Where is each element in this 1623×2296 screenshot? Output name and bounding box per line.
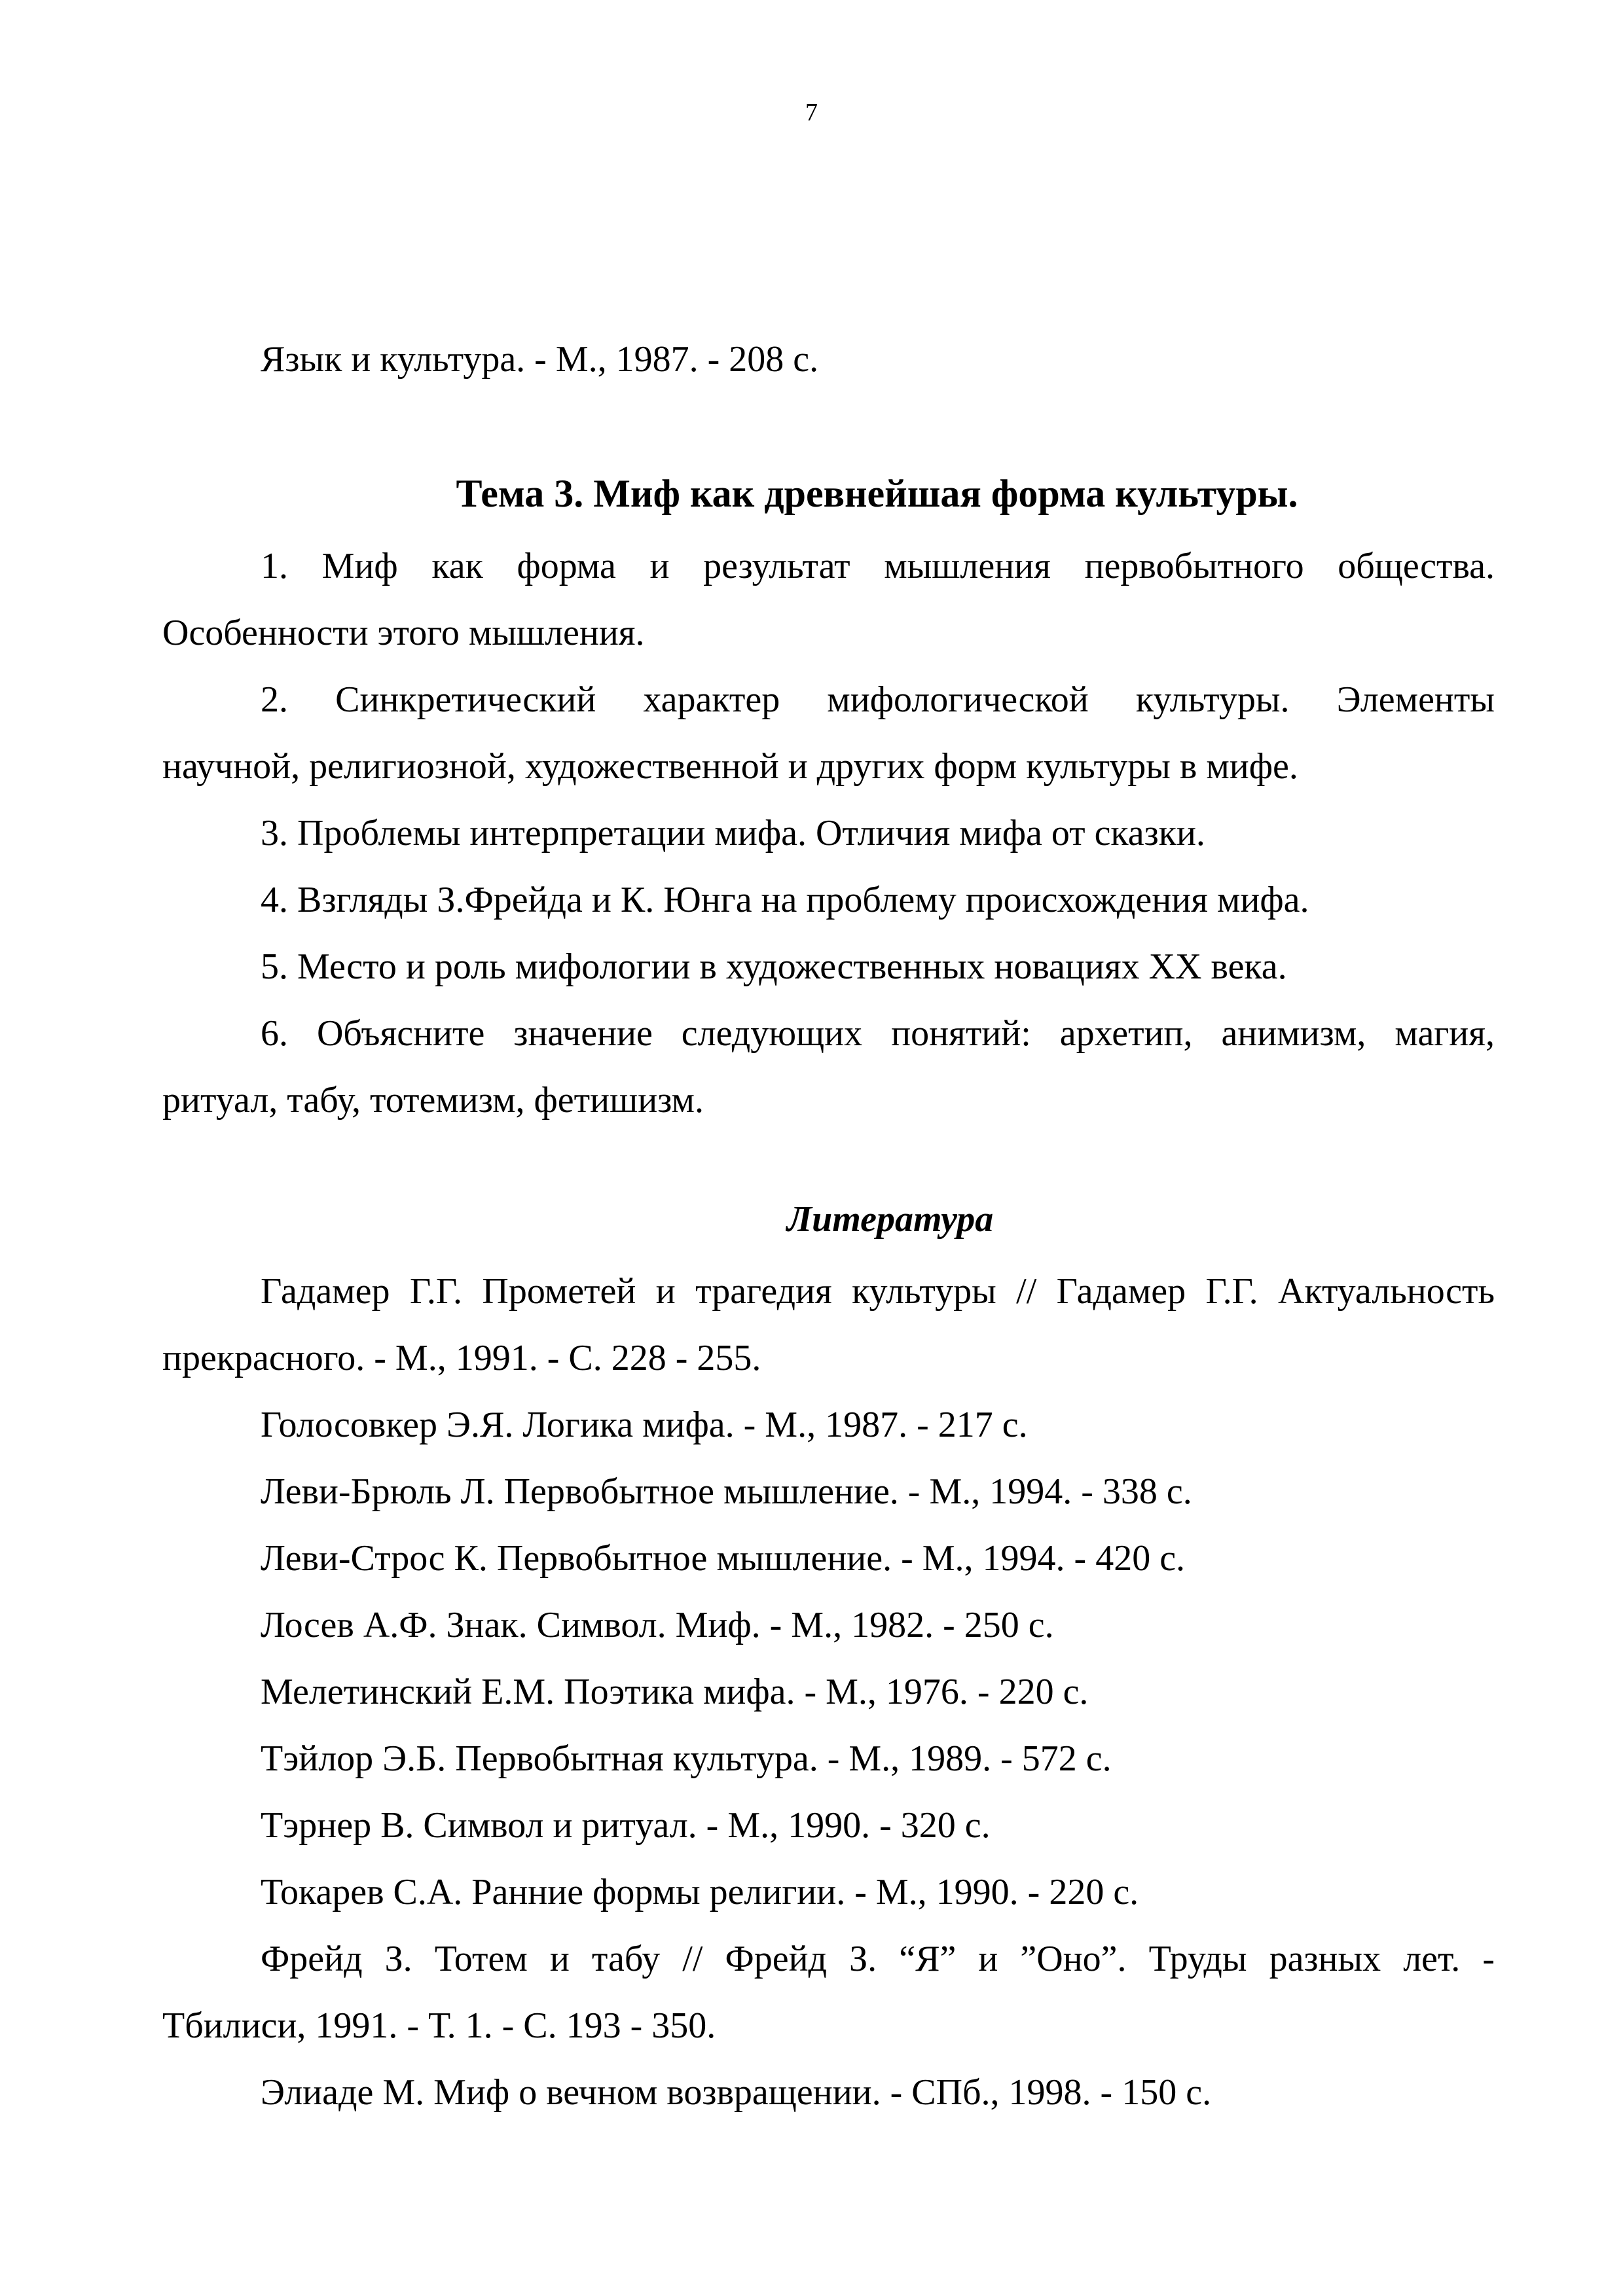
question-4: 4. Взгляды З.Фрейда и К. Юнга на проблему происхождения мифа. — [261, 880, 1309, 920]
question-2-line-1: 2. Синкретический характер мифологической культуры. Элементы — [261, 679, 1495, 720]
question-6-line-1: 6. Объясните значение следующих понятий: архетип, анимизм, магия, — [261, 1013, 1495, 1054]
literature-item-5: Лосев А.Ф. Знак. Символ. Миф. - М., 1982. - 250 с. — [261, 1605, 1054, 1645]
literature-item-3: Леви-Брюль Л. Первобытное мышление. - М., 1994. - 338 с. — [261, 1471, 1192, 1512]
literature-item-4: Леви-Строс К. Первобытное мышление. - М., 1994. - 420 с. — [261, 1538, 1186, 1579]
question-5: 5. Место и роль мифологии в художественных новациях XX века. — [261, 946, 1287, 987]
literature-item-8: Тэрнер В. Символ и ритуал. - М., 1990. - 320 с. — [261, 1805, 991, 1846]
question-3: 3. Проблемы интерпретации мифа. Отличия мифа от сказки. — [261, 813, 1205, 853]
literature-item-1-line-2: прекрасного. - М., 1991. - С. 228 - 255. — [162, 1338, 761, 1378]
literature-item-6: Мелетинский Е.М. Поэтика мифа. - М., 1976. - 220 с. — [261, 1672, 1089, 1712]
literature-item-11: Элиаде М. Миф о вечном возвращении. - СПб., 1998. - 150 с. — [261, 2072, 1212, 2113]
literature-item-10-line-2: Тбилиси, 1991. - Т. 1. - С. 193 - 350. — [162, 2005, 716, 2046]
literature-item-9: Токарев С.А. Ранние формы религии. - М., 1990. - 220 с. — [261, 1872, 1139, 1912]
question-2-line-2: научной, религиозной, художественной и других форм культуры в мифе. — [162, 746, 1298, 787]
question-6-line-2: ритуал, табу, тотемизм, фетишизм. — [162, 1080, 704, 1121]
literature-heading: Литература — [786, 1199, 994, 1240]
literature-item-1-line-1: Гадамер Г.Г. Прометей и трагедия культуры // Гадамер Г.Г. Актуальность — [261, 1271, 1495, 1312]
question-1-line-1: 1. Миф как форма и результат мышления первобытного общества. — [261, 546, 1495, 586]
question-1-line-2: Особенности этого мышления. — [162, 613, 645, 653]
previous-reference-continuation: Язык и культура. - М., 1987. - 208 с. — [261, 339, 819, 380]
page-number: 7 — [805, 99, 818, 126]
literature-item-7: Тэйлор Э.Б. Первобытная культура. - М., 1989. - 572 с. — [261, 1738, 1112, 1779]
literature-item-2: Голосовкер Э.Я. Логика мифа. - М., 1987. - 217 с. — [261, 1405, 1028, 1445]
literature-item-10-line-1: Фрейд З. Тотем и табу // Фрейд З. “Я” и ”Оно”. Труды разных лет. - — [261, 1939, 1495, 1979]
topic-title: Тема 3. Миф как древнейшая форма культуры. — [456, 472, 1298, 515]
